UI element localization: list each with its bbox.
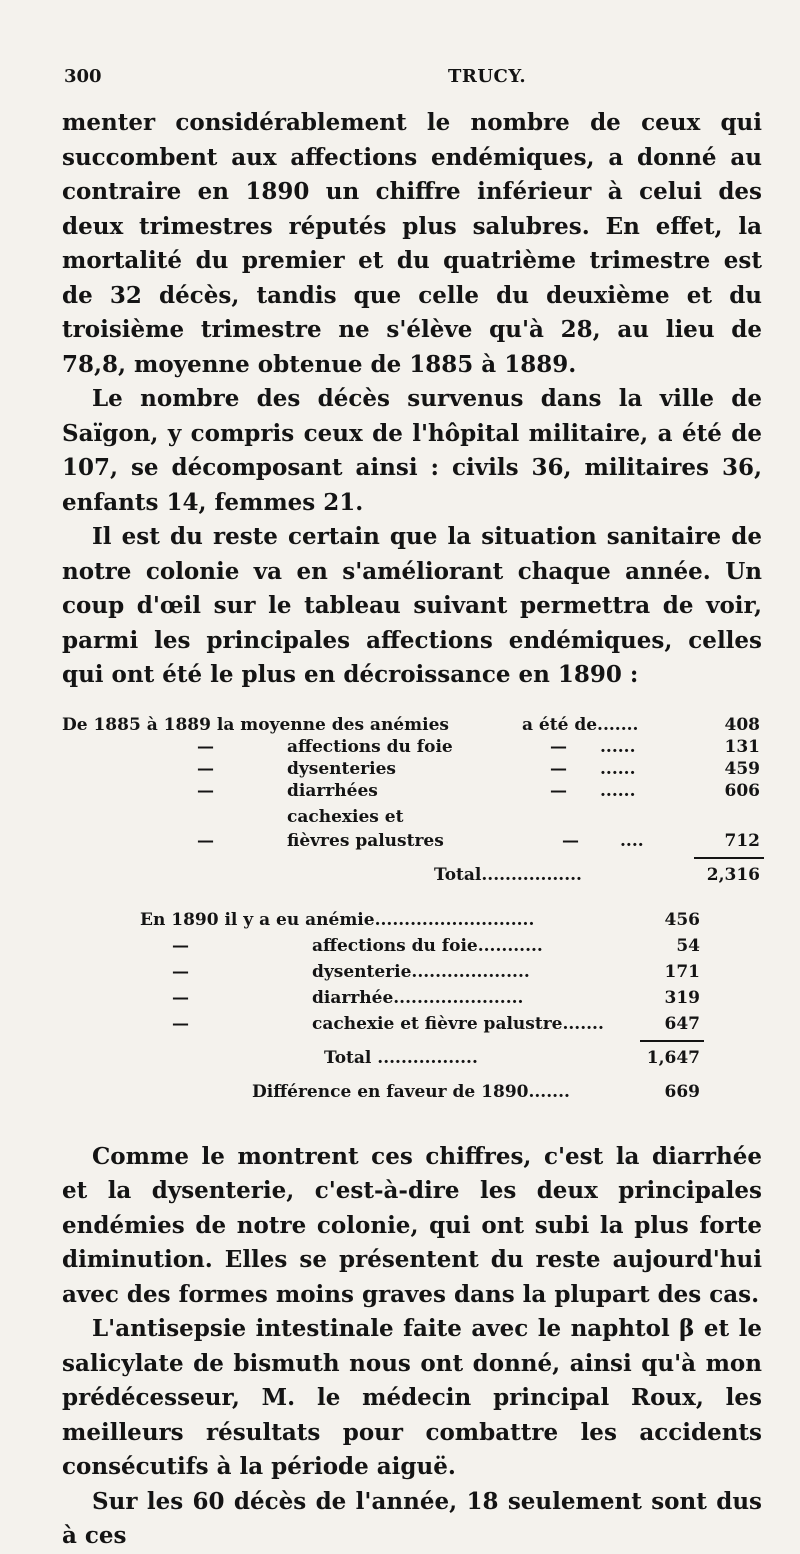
table-difference-label: Différence en faveur de 1890.......	[252, 1081, 570, 1102]
table-dots: ......	[600, 736, 636, 757]
ditto-dash: —	[550, 780, 567, 801]
table-row	[62, 737, 762, 759]
table-total-row	[62, 1048, 762, 1070]
table-value: 606	[724, 780, 760, 801]
table-label: cachexie et fièvre palustre.......	[312, 1013, 604, 1034]
ditto-dash: —	[550, 758, 567, 779]
table-label: diarrhée......................	[312, 987, 524, 1008]
ditto-dash: —	[197, 736, 214, 757]
table-total-row	[62, 865, 762, 887]
paragraph-2: Le nombre des décès survenus dans la ville de Saïgon, y compris ceux de l'hôpital militaire, a été de 107, se décomposant ainsi : civils 36, militaires 36, enfants 14, femmes 21.	[62, 385, 762, 516]
ditto-dash: —	[562, 830, 579, 851]
page-body	[62, 106, 762, 1554]
table-label: dysenteries	[287, 758, 396, 779]
table-total-label: Total .................	[324, 1047, 478, 1068]
table-intro-suffix: a été de.......	[522, 714, 639, 735]
running-title: TRUCY.	[448, 66, 527, 87]
table-value: 319	[664, 987, 700, 1008]
table-row	[62, 715, 762, 737]
table-label: affections du foie	[287, 736, 453, 757]
table-value: 712	[724, 830, 760, 851]
table-intro: De 1885 à 1889 la moyenne des anémies	[62, 714, 449, 735]
table-value: 54	[676, 935, 700, 956]
ditto-dash: —	[172, 961, 189, 982]
table-row	[62, 1014, 762, 1036]
paragraph-3: Il est du reste certain que la situation sanitaire de notre colonie va en s'améliorant chaque année. Un coup d'œil sur le tableau suivant permettra de voir, parmi les principales affections endémiques, celles qui ont été le plus en décroissance en 1890 :	[62, 523, 762, 688]
table-total-value: 1,647	[646, 1047, 700, 1068]
table-dots: ....	[620, 830, 644, 851]
ditto-dash: —	[550, 736, 567, 757]
ditto-dash: —	[172, 1013, 189, 1034]
table-row	[62, 759, 762, 781]
table-row	[62, 807, 762, 829]
page-header	[60, 66, 760, 96]
paragraph-6: Sur les 60 décès de l'année, 18 seulement sont dus à ces	[62, 1487, 762, 1549]
ditto-dash: —	[172, 935, 189, 956]
table-row	[62, 831, 762, 853]
table-label: diarrhées	[287, 780, 378, 801]
page-number: 300	[64, 66, 102, 87]
table-value: 459	[724, 758, 760, 779]
table-difference-value: 669	[664, 1081, 700, 1102]
ditto-dash: —	[172, 987, 189, 1008]
table-value: 171	[664, 961, 700, 982]
table-label: dysenterie....................	[312, 961, 530, 982]
paragraph-5: L'antisepsie intestinale faite avec le naphtol β et le salicylate de bismuth nous ont donné, ainsi qu'à mon prédécesseur, M. le médecin principal Roux, les meilleurs résultats pour combattre les accidents consécutifs à la période aiguë.	[62, 1315, 762, 1480]
table-row	[62, 781, 762, 803]
table-value: 647	[664, 1013, 700, 1034]
table-1890	[62, 910, 762, 1140]
table-row	[62, 910, 762, 932]
sum-rule	[694, 857, 764, 859]
ditto-dash: —	[197, 758, 214, 779]
table-row	[62, 962, 762, 984]
table-row	[62, 936, 762, 958]
table-intro: En 1890 il y a eu anémie...........................	[140, 909, 535, 930]
table-label: fièvres palustres	[287, 830, 444, 851]
table-total-label: Total.................	[434, 864, 582, 885]
table-dots: ......	[600, 758, 636, 779]
paragraph-1: menter considérablement le nombre de ceux qui succombent aux affections endémiques, a donné au contraire en 1890 un chiffre inférieur à celui des deux trimestres réputés plus salubres. En effet, la mortalité du premier et du quatrième trimestre est de 32 décès, tandis que celle du deuxième et du troisième trimestre ne s'élève qu'à 28, au lieu de 78,8, moyenne obtenue de 1885 à 1889.	[62, 109, 762, 378]
ditto-dash: —	[197, 780, 214, 801]
table-dots: ......	[600, 780, 636, 801]
ditto-dash: —	[197, 830, 214, 851]
table-label: cachexies et	[287, 806, 404, 827]
table-total-value: 2,316	[706, 864, 760, 885]
table-value: 456	[664, 909, 700, 930]
table-row	[62, 988, 762, 1010]
table-difference-row	[62, 1082, 762, 1104]
table-1885-1889	[62, 715, 762, 890]
sum-rule	[640, 1040, 704, 1042]
paragraph-4: Comme le montrent ces chiffres, c'est la diarrhée et la dysenterie, c'est-à-dire les deux principales endémies de notre colonie, qui ont subi la plus forte diminution. Elles se présentent du reste aujourd'hui avec des formes moins graves dans la plupart des cas.	[62, 1142, 762, 1308]
table-value: 131	[724, 736, 760, 757]
table-value: 408	[724, 714, 760, 735]
table-label: affections du foie...........	[312, 935, 543, 956]
